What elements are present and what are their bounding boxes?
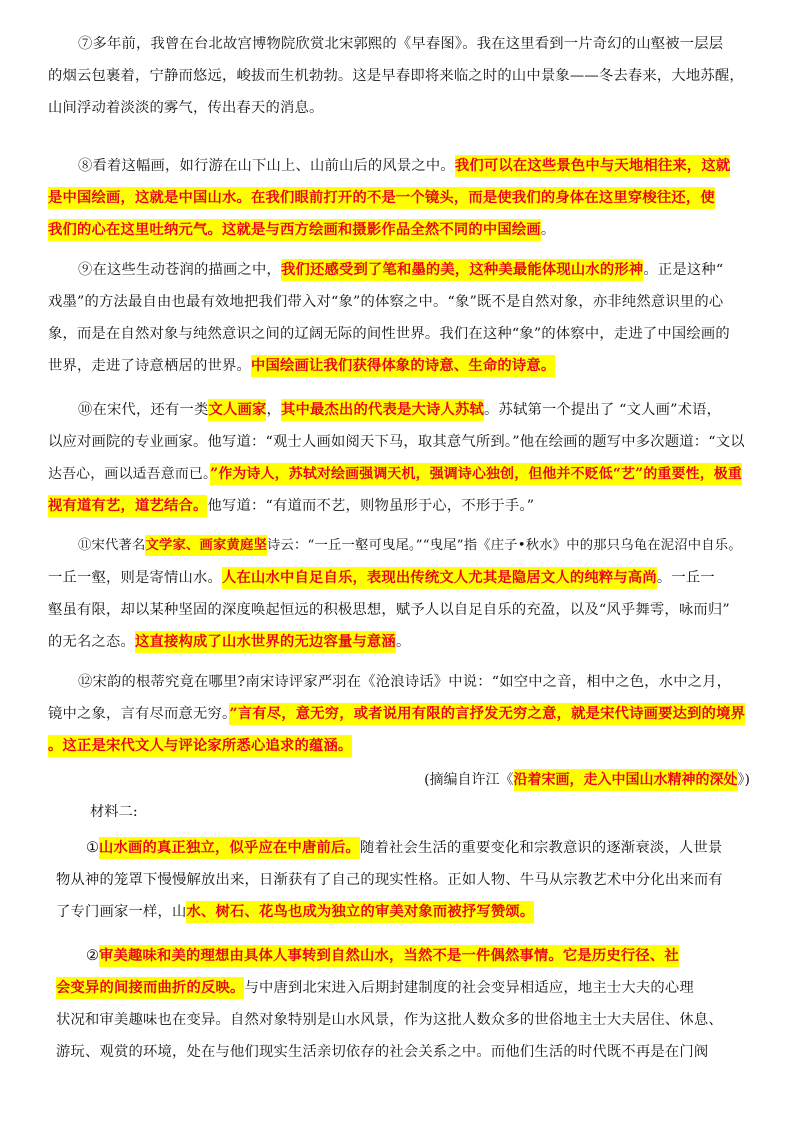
text-run: ②	[86, 948, 100, 964]
highlight-run: 人在山水中自足自乐，表现出传统文人尤其是隐居文人的纯粹与高尚	[222, 567, 657, 589]
material-2-paragraph-1-line-2: 物从神的笼罩下慢慢解放出来，日渐获有了自己的现实性格。正如人物、牛马从宗教艺术中分化出来而有	[56, 872, 723, 888]
highlight-run: 会变异的间接而曲折的反映。	[56, 977, 244, 999]
paragraph-7-line-2: 的烟云包裹着，宁静而悠远，峻拔而生机勃勃。这是早春即将来临之时的山中景象——冬去春来，大地苏醒，	[48, 68, 744, 84]
text-run: 。正是这种“	[643, 262, 724, 278]
paragraph-11-line-2	[48, 562, 748, 594]
highlight-run: 中国绘画让我们获得体象的诗意、生命的诗意。	[251, 355, 555, 377]
paragraph-12-line-1: ⑫宋韵的根蒂究竟在哪里?南宋诗评家严羽在《沧浪诗话》中说：“如空中之音，相中之色，水中之月，	[78, 674, 732, 690]
highlight-run: 文人画家	[208, 399, 266, 421]
highlight-run: 沿着宋画，走入中国山水精神的深处	[514, 769, 738, 791]
text-run: 的无名之态。	[48, 634, 135, 650]
highlight-run: ”作为诗人，苏轼对绘画强调天机，强调诗心独创，但他并不贬低“艺”的重要性，极重	[210, 463, 742, 485]
text-run: 随着社会生活的重要变化和宗教意识的逐渐衰淡，人世景	[359, 840, 723, 856]
highlight-run: 审美趣味和美的理想由具体人事转到自然山水，当然不是一件偶然事情。它是历史行径、社	[99, 945, 679, 967]
text-run: ⑩在宋代，还有一类	[78, 402, 209, 418]
paragraph-12	[48, 666, 748, 762]
text-run: ①	[86, 840, 100, 856]
paragraph-10-line-2: 以应对画院的专业画家。他写道：“观士人画如阅天下马，取其意气所到。”他在绘画的题写中多次题道：“文以	[48, 434, 745, 450]
text-run: (摘编自许江《	[424, 772, 514, 788]
paragraph-12-line-2	[48, 698, 748, 730]
paragraph-12-line-3	[48, 730, 748, 762]
text-run: 世界，走进了诗意栖居的世界。	[48, 358, 251, 374]
paragraph-10-line-4	[48, 490, 748, 522]
highlight-run: 。这正是宋代文人与评论家所悉心追求的蕴涵。	[48, 735, 352, 757]
paragraph-9	[48, 254, 748, 382]
paragraph-7-line-3: 山间浮动着淡淡的雾气，传出春天的消息。	[48, 100, 324, 116]
material-2-paragraph-2-line-3: 状况和审美趣味也在变异。自然对象特别是山水风景，作为这批人数众多的世俗地主士大夫居住、休息、	[56, 1012, 723, 1028]
material-2-label: 材料二:	[90, 804, 138, 820]
text-run: 。一丘一	[656, 570, 715, 586]
paragraph-10-line-1	[48, 394, 748, 426]
highlight-run: 我们的心在这里吐纳元气。这就是与西方绘画和摄影作品全然不同的中国绘画	[48, 219, 541, 241]
material-2-paragraph-1	[56, 832, 756, 928]
paragraph-7	[48, 28, 748, 124]
paragraph-9-line-3: 象，而是在自然对象与纯然意识之间的辽阔无际的间性世界。我们在这种“象”的体察中，走进了中国绘画的	[48, 326, 730, 342]
paragraph-11-line-4	[48, 626, 748, 658]
source-attribution	[420, 764, 750, 796]
paragraph-8-line-1	[48, 150, 748, 182]
text-run: 。	[395, 634, 411, 650]
material-2-paragraph-2	[56, 940, 756, 1068]
paragraph-11	[48, 530, 748, 658]
text-run: 。苏轼第一个提出了 “文人画”术语，	[483, 402, 722, 418]
paragraph-8	[48, 150, 748, 246]
text-run: 诗云：“一丘一壑可曳尾。”“曳尾”指《庄子•秋水》中的那只乌龟在泥沼中自乐。	[266, 538, 742, 553]
text-run: ，	[266, 402, 281, 418]
material-2-paragraph-2-line-2	[56, 972, 756, 1004]
text-run: 一丘一壑，则是寄情山水。	[48, 570, 222, 586]
paragraph-9-line-1	[48, 254, 748, 286]
material-2-paragraph-2-line-4: 游玩、观赏的环境，处在与他们现实生活亲切依存的社会关系之中。而他们生活的时代既不再是在门阀	[56, 1044, 709, 1060]
highlight-run: 文学家、画家黄庭坚	[145, 535, 266, 556]
paragraph-11-line-3: 壑虽有限，却以某种坚固的深度唤起恒远的积极思想，赋予人以自足自乐的充盈，以及“风乎舞雩，咏而归”	[48, 602, 730, 618]
text-run: ⑧看着这幅画，如行游在山下山上、山前山后的风景之中。	[78, 158, 455, 174]
paragraph-7-line-1: ⑦多年前，我曾在台北故宫博物院欣赏北宋郭熙的《早春图》。我在这里看到一片奇幻的山壑被一层层	[78, 36, 724, 52]
text-run: 他写道：“有道而不艺，则物虽形于心，不形于手。”	[207, 498, 535, 514]
text-run: 达吾心，画以适吾意而已。	[48, 466, 211, 482]
text-run: ⑪宋代著名	[78, 538, 146, 553]
highlight-run: 是中国绘画，这就是中国山水。	[48, 187, 251, 209]
paragraph-10-line-3	[48, 458, 748, 490]
paragraph-8-line-3	[48, 214, 748, 246]
material-2-paragraph-1-line-3	[56, 896, 756, 928]
material-2-paragraph-1-line-1	[56, 832, 756, 864]
text-run: 。	[540, 222, 556, 238]
highlight-run: 在我们眼前打开的不是一个镜头，而是使我们的身体在这里穿梭往还，使	[251, 187, 715, 209]
paragraph-9-line-2: 戏墨”的方法最自由也最有效地把我们带入对“象”的体察之中。“象”既不是自然对象，亦非纯然意识里的心	[48, 294, 724, 310]
highlight-run: 视有道有艺，道艺结合。	[48, 495, 207, 517]
highlight-run: 我们还感受到了笔和墨的美，这种美最能体现山水的形神	[281, 259, 643, 281]
text-run: 了专门画家一样，山	[56, 904, 187, 920]
highlight-run: 其中最杰出的代表是大诗人苏轼	[281, 399, 484, 421]
highlight-run: 这直接构成了山水世界的无边容量与意涵	[135, 631, 396, 653]
text-run: ⑨在这些生动苍润的描画之中，	[78, 262, 281, 278]
paragraph-10	[48, 394, 748, 522]
text-run: 与中唐到北宋进入后期封建制度的社会变异相适应，地主士大夫的心理	[244, 980, 694, 996]
paragraph-9-line-4	[48, 350, 748, 382]
text-run: 》)	[737, 772, 750, 788]
paragraph-11-line-1	[48, 530, 748, 562]
material-2-paragraph-2-line-1	[56, 940, 756, 972]
text-run: 镜中之象，言有尽而意无穷。	[48, 706, 230, 722]
highlight-run: 我们可以在这些景色中与天地相往来，这就	[455, 155, 730, 177]
paragraph-8-line-2	[48, 182, 748, 214]
highlight-run: 水、树石、花鸟也成为独立的审美对象而被抒写赞颂。	[186, 901, 534, 923]
highlight-run: 山水画的真正独立，似乎应在中唐前后。	[99, 837, 360, 859]
highlight-run: ”言有尽，意无穷，或者说用有限的言抒发无穷之意，就是宋代诗画要达到的境界	[229, 703, 745, 725]
